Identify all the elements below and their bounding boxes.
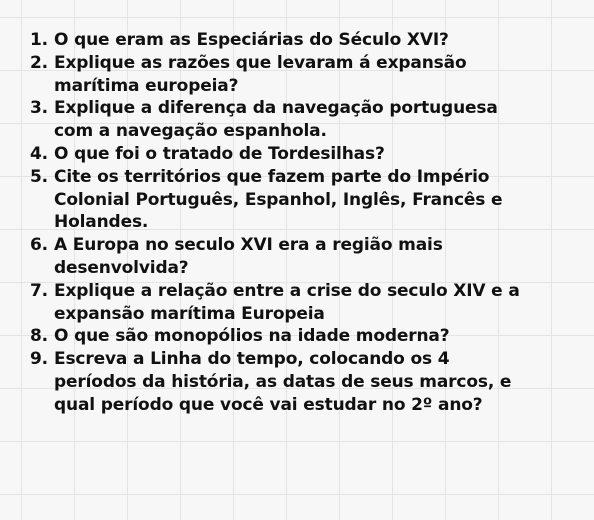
question-item: [26, 325, 526, 348]
question-number: 8.: [30, 326, 48, 347]
question-number: 7.: [30, 280, 48, 301]
question-item: [26, 234, 526, 280]
question-text: O que são monopólios na idade moderna?: [54, 326, 450, 347]
question-item: [26, 97, 526, 143]
question-text: A Europa no seculo XVI era a região mais desenvolvida?: [54, 235, 443, 278]
question-text: Explique as razões que levaram á expansão marítima europeia?: [54, 52, 467, 96]
question-item: [26, 29, 526, 52]
question-text: Explique a relação entre a crise do seculo XIV e a expansão marítima Europeia: [54, 280, 520, 324]
question-number: 4.: [30, 143, 48, 164]
question-text: Cite os territórios que fazem parte do Império Colonial Português, Espanhol, Inglês, Francês e Holandes.: [54, 166, 503, 233]
question-item: [26, 348, 526, 416]
question-number: 2.: [30, 52, 48, 73]
question-number: 3.: [30, 98, 48, 119]
question-item: [26, 52, 526, 98]
question-text: Explique a diferença da navegação portuguesa com a navegação espanhola.: [54, 98, 498, 142]
question-item: [26, 280, 526, 326]
question-text: O que eram as Especiárias do Século XVI?: [54, 30, 449, 50]
question-number: 6.: [30, 235, 48, 256]
question-number: 9.: [30, 349, 48, 370]
question-text: Escreva a Linha do tempo, colocando os 4 períodos da história, as datas de seus marcos, e qual período que você vai estudar no 2º ano?: [54, 349, 512, 415]
question-number: 5.: [30, 166, 48, 187]
question-item: [26, 166, 526, 234]
question-number: 1.: [30, 30, 48, 50]
question-item: [26, 143, 526, 166]
question-list: [26, 29, 526, 417]
question-text: O que foi o tratado de Tordesilhas?: [54, 143, 385, 164]
